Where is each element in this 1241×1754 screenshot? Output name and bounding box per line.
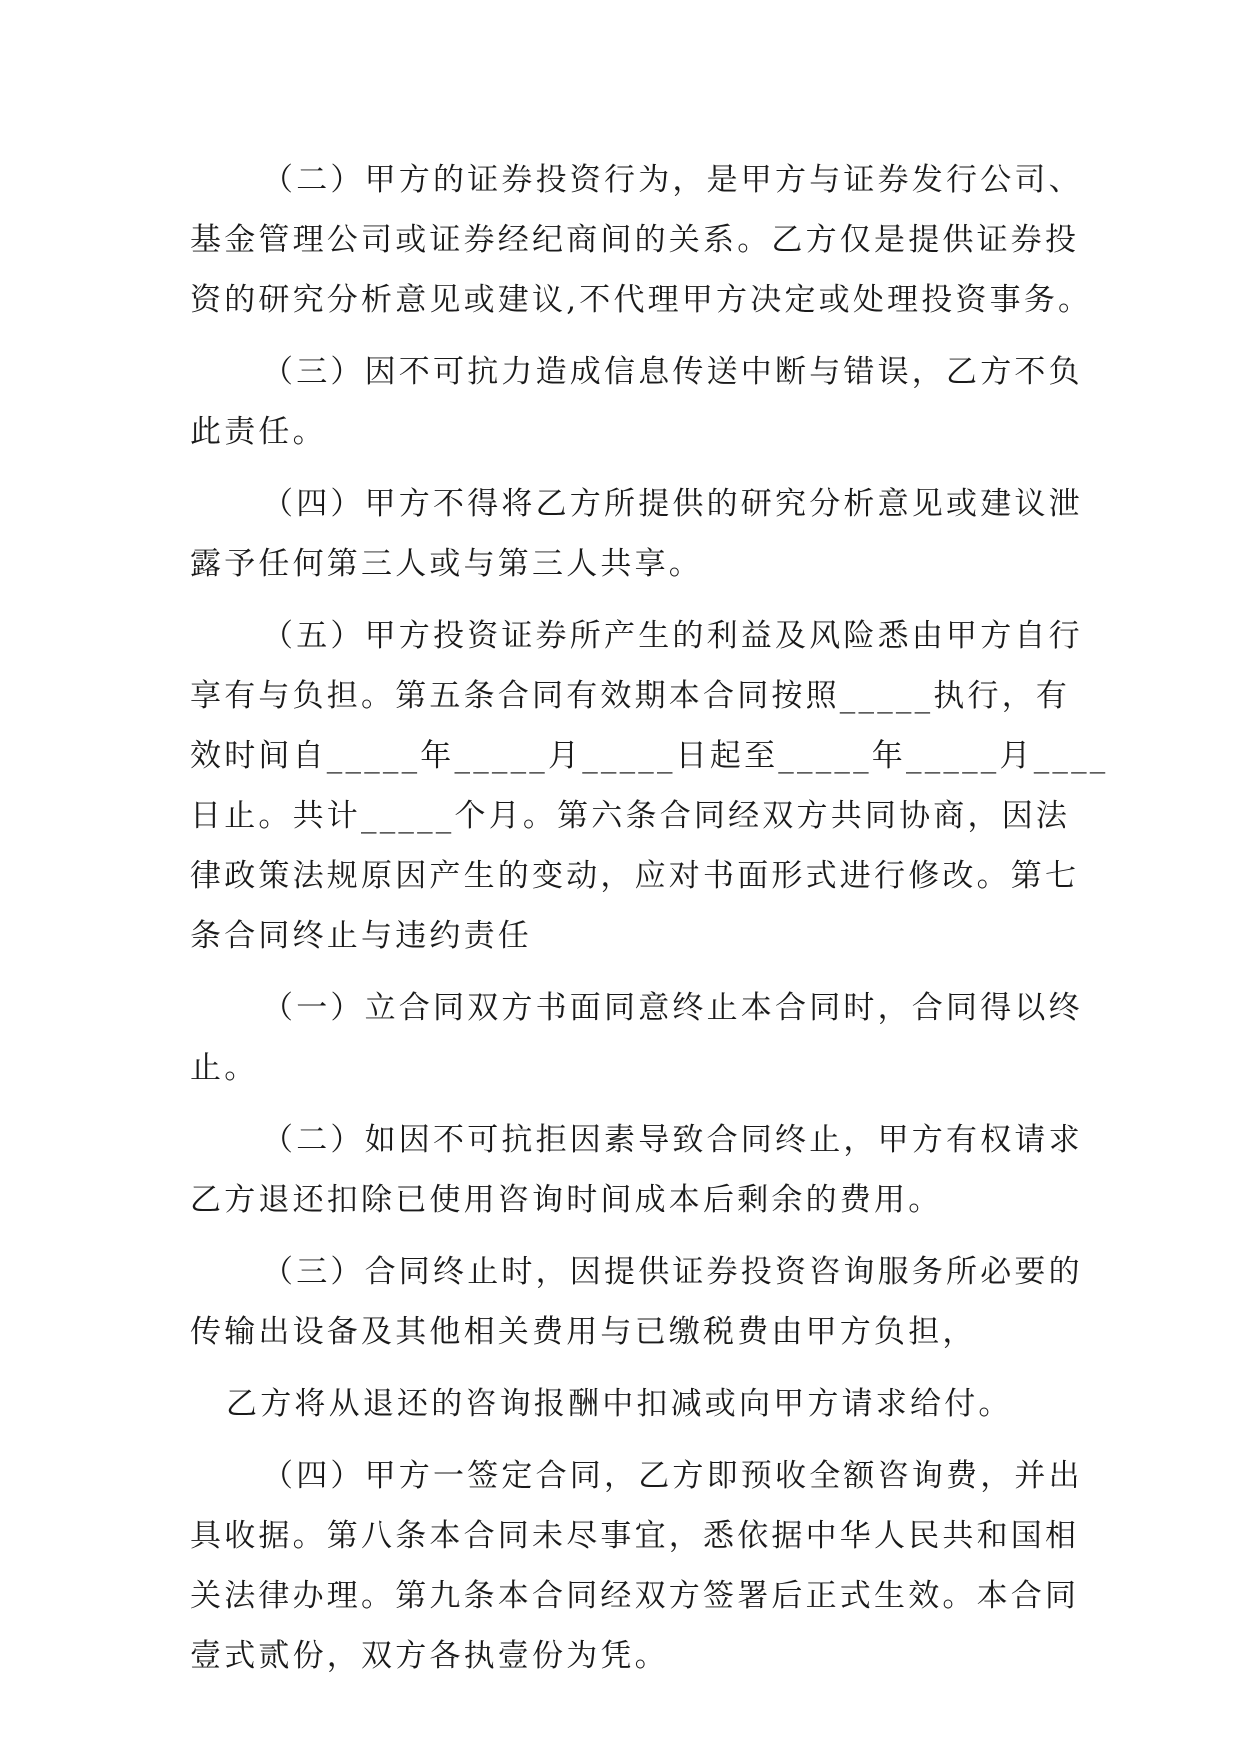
termination-clause-3-line-3: 乙方将从退还的咨询报酬中扣减或向甲方请求给付。 xyxy=(226,1386,1013,1422)
termination-clause-3-line-1: （三）合同终止时，因提供证券投资咨询服务所必要的 xyxy=(262,1254,1083,1290)
paragraph-2-line-2: 基金管理公司或证券经纪商间的关系。乙方仅是提供证券投 xyxy=(190,222,1080,258)
paragraph-5-line-4: 日止。共计_____个月。第六条合同经双方共同协商，因法 xyxy=(190,798,1071,834)
paragraph-4-line-2: 露予任何第三人或与第三人共享。 xyxy=(190,546,703,582)
termination-clause-4-line-4: 壹式贰份，双方各执壹份为凭。 xyxy=(190,1638,669,1674)
termination-clause-4-line-2: 具收据。第八条本合同未尽事宜，悉依据中华人民共和国相 xyxy=(190,1518,1080,1554)
paragraph-2-line-3: 资的研究分析意见或建议,不代理甲方决定或处理投资事务。 xyxy=(190,282,1093,318)
paragraph-3-line-1: （三）因不可抗力造成信息传送中断与错误，乙方不负 xyxy=(262,354,1083,390)
termination-clause-4-line-1: （四）甲方一签定合同，乙方即预收全额咨询费，并出 xyxy=(262,1458,1083,1494)
paragraph-5-line-2: 享有与负担。第五条合同有效期本合同按照_____执行，有 xyxy=(190,678,1071,714)
paragraph-5-line-5: 律政策法规原因产生的变动，应对书面形式进行修改。第七 xyxy=(190,858,1080,894)
paragraph-5-line-1: （五）甲方投资证券所产生的利益及风险悉由甲方自行 xyxy=(262,618,1083,654)
termination-clause-1-line-1: （一）立合同双方书面同意终止本合同时，合同得以终 xyxy=(262,990,1083,1026)
paragraph-2-line-1: （二）甲方的证券投资行为，是甲方与证券发行公司、 xyxy=(262,162,1083,198)
termination-clause-2-line-1: （二）如因不可抗拒因素导致合同终止，甲方有权请求 xyxy=(262,1122,1083,1158)
paragraph-4-line-1: （四）甲方不得将乙方所提供的研究分析意见或建议泄 xyxy=(262,486,1083,522)
termination-clause-3-line-2: 传输出设备及其他相关费用与已缴税费由甲方负担， xyxy=(190,1314,977,1350)
termination-clause-1-line-2: 止。 xyxy=(190,1050,259,1086)
paragraph-5-line-6: 条合同终止与违约责任 xyxy=(190,918,532,954)
termination-clause-4-line-3: 关法律办理。第九条本合同经双方签署后正式生效。本合同 xyxy=(190,1578,1080,1614)
termination-clause-2-line-2: 乙方退还扣除已使用咨询时间成本后剩余的费用。 xyxy=(190,1182,943,1218)
document-body xyxy=(190,150,1109,1686)
paragraph-5-line-3: 效时间自_____年_____月_____日起至_____年_____月____ xyxy=(190,738,1109,774)
paragraph-3-line-2: 此责任。 xyxy=(190,414,327,450)
